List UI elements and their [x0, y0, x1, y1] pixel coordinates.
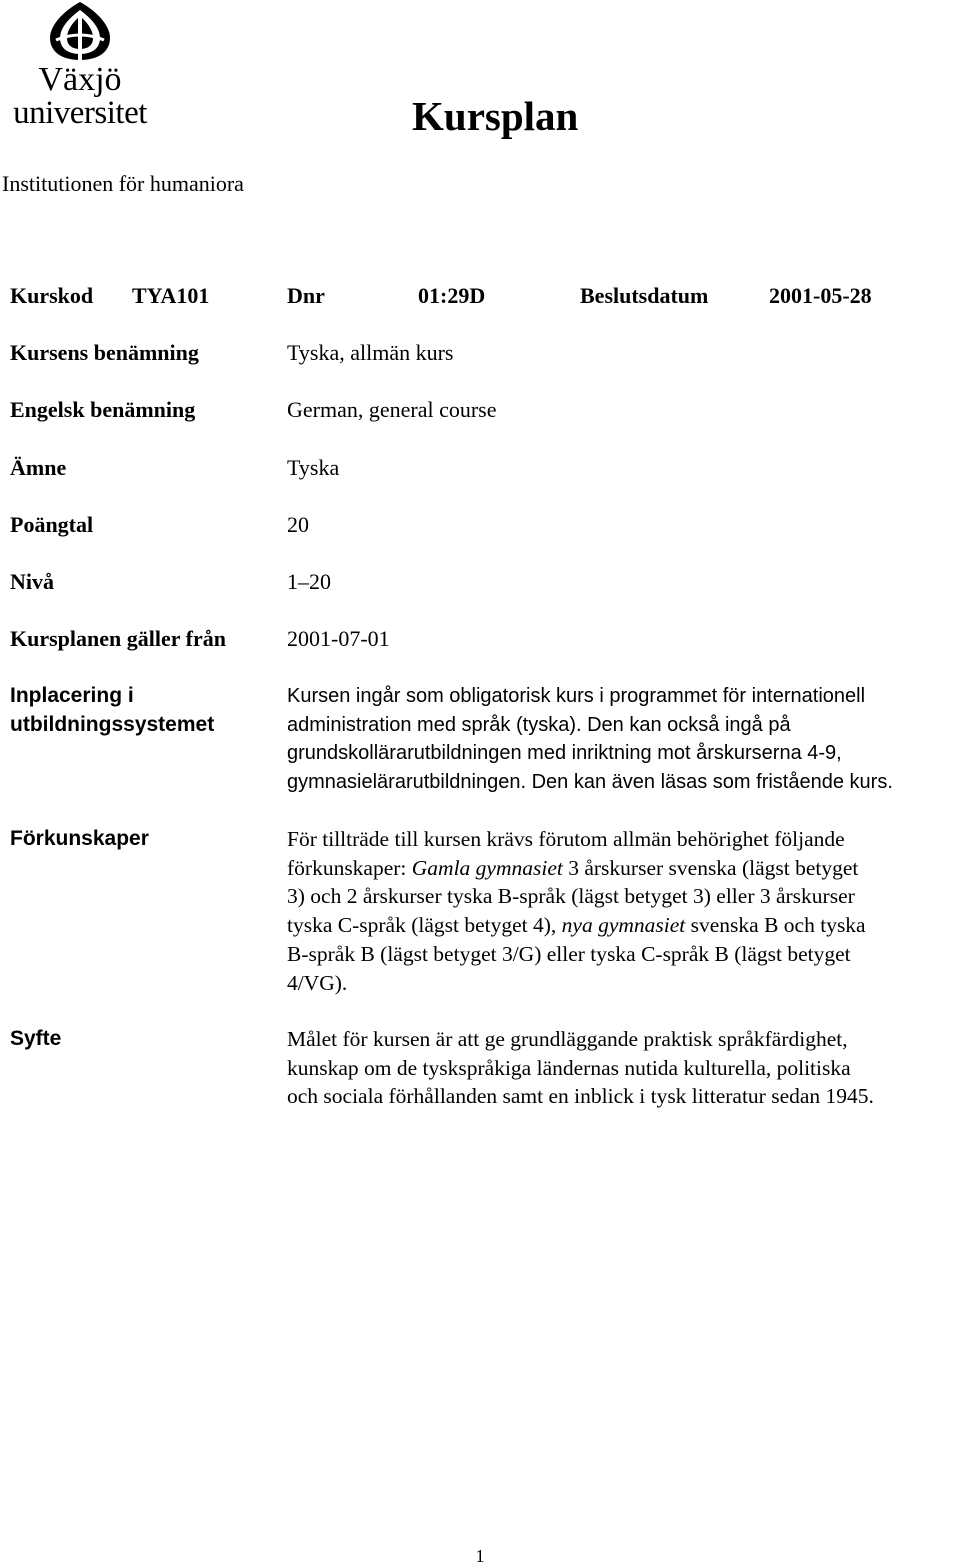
inplacering-line: grundskollärarutbildningen med inriktning mot årskurserna 4-9,: [287, 742, 842, 765]
poangtal-label: Poängtal: [10, 512, 94, 537]
syfte-label: Syfte: [10, 1027, 62, 1050]
syfte-line: kunskap om de tyskspråkiga ländernas nutida kulturella, politiska: [287, 1055, 851, 1080]
kurskod-label: Kurskod: [10, 283, 94, 308]
forkunskaper-line: 3) och 2 årskurser tyska B-språk (lägst betyget 3) eller 3 årskurser: [287, 884, 855, 909]
forkunskaper-line: 4/VG).: [287, 970, 348, 995]
inplacering-line: administration med språk (tyska). Den kan också ingå på: [287, 713, 791, 736]
niva-value: 1–20: [287, 569, 331, 594]
forkunskaper-text-part: 3 årskurser svenska (lägst betyget: [562, 855, 859, 880]
syfte-line: och sociala förhållanden samt en inblick i tysk litteratur sedan 1945.: [287, 1084, 874, 1109]
beslutsdatum-value: 2001-05-28: [769, 283, 872, 308]
emblem-icon: [0, 0, 160, 62]
logo-text-vaxjo: Växjö: [38, 61, 122, 98]
university-logo: [0, 0, 160, 135]
engelsk-label: Engelsk benämning: [10, 397, 196, 422]
inplacering-text: [287, 682, 959, 797]
dnr-label: Dnr: [287, 283, 325, 308]
inplacering-label-line1: Inplacering i: [10, 684, 134, 707]
dnr-value: 01:29D: [418, 283, 486, 308]
logo-text-universitet: universitet: [13, 95, 147, 131]
poangtal-value: 20: [287, 512, 309, 537]
forkunskaper-line: B-språk B (lägst betyget 3/G) eller tyska C-språk B (lägst betyget: [287, 941, 851, 966]
benamning-label: Kursens benämning: [10, 340, 199, 365]
beslutsdatum-label: Beslutsdatum: [580, 283, 709, 308]
benamning-value: Tyska, allmän kurs: [287, 340, 454, 365]
engelsk-value: German, general course: [287, 397, 497, 422]
forkunskaper-line: [287, 854, 959, 883]
forkunskaper-text: [287, 825, 959, 997]
niva-label: Nivå: [10, 569, 54, 594]
forkunskaper-text-part: tyska C-språk (lägst betyget 4),: [287, 913, 562, 938]
inplacering-label-line2: utbildningssystemet: [10, 713, 215, 736]
page-number: 1: [475, 1546, 485, 1566]
department-name: Institutionen för humaniora: [2, 171, 244, 196]
syfte-text: [287, 1025, 959, 1111]
forkunskaper-label: Förkunskaper: [10, 827, 149, 850]
kurskod-value: TYA101: [132, 283, 210, 308]
galler-value: 2001-07-01: [287, 626, 390, 651]
syfte-line: Målet för kursen är att ge grundläggande praktisk språkfärdighet,: [287, 1027, 848, 1051]
inplacering-line: Kursen ingår som obligatorisk kurs i programmet för internationell: [287, 685, 866, 707]
inplacering-line: gymnasielärarutbildningen. Den kan även läsas som fristående kurs.: [287, 771, 893, 794]
galler-label: Kursplanen gäller från: [10, 626, 226, 651]
gamla-gymnasiet-emphasis: Gamla gymnasiet: [411, 855, 563, 880]
page-title: Kursplan: [412, 93, 579, 139]
forkunskaper-line: [287, 911, 959, 940]
amne-label: Ämne: [10, 455, 67, 480]
nya-gymnasiet-emphasis: nya gymnasiet: [561, 913, 686, 938]
amne-value: Tyska: [287, 455, 340, 480]
forkunskaper-text-part: förkunskaper:: [287, 855, 412, 880]
forkunskaper-line: För tillträde till kursen krävs förutom allmän behörighet följande: [287, 827, 845, 851]
forkunskaper-text-part: svenska B och tyska: [685, 913, 866, 938]
